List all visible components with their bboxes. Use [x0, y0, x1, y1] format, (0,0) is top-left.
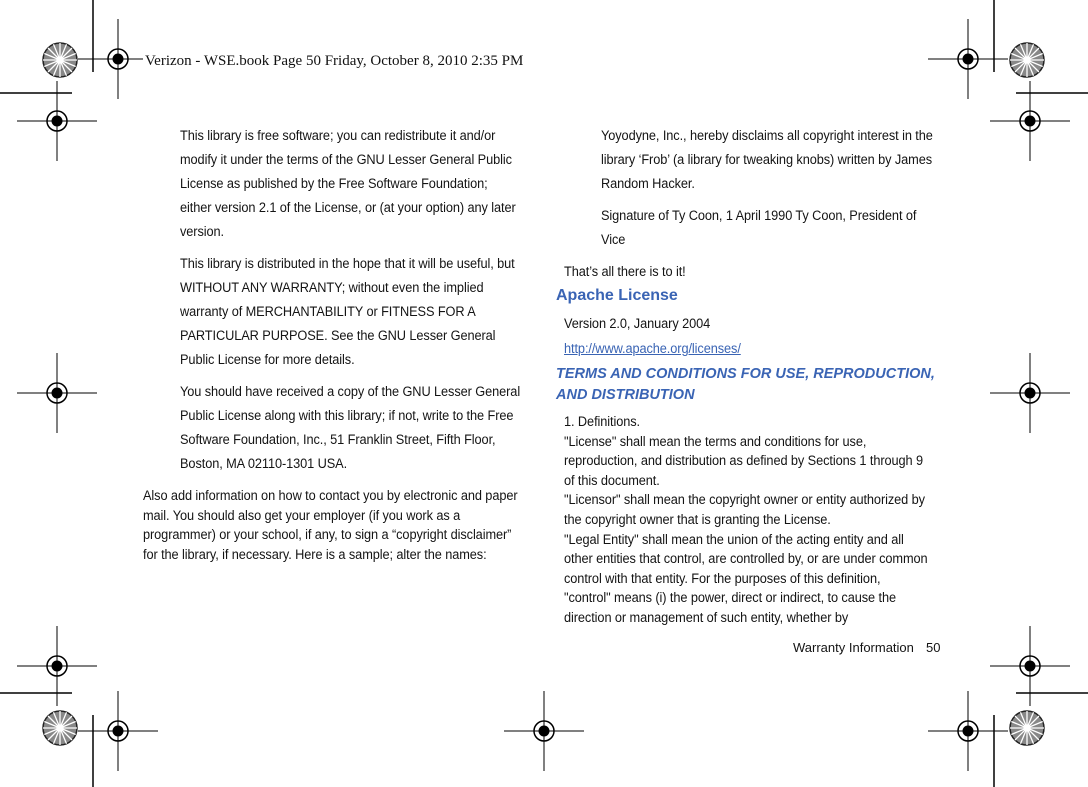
apache-license-heading: Apache License: [556, 287, 678, 304]
definition-licensor: "Licensor" shall mean the copyright owner or entity authorized by the copyright owner that is granting the License.: [564, 492, 925, 528]
sample-disclaimer-paragraph: Yoyodyne, Inc., hereby disclaims all copyright interest in the library ‘Frob’ (a library for tweaking knobs) written by James Random Hacker.: [601, 128, 933, 192]
starburst-mark-bottom-left: [43, 711, 77, 745]
terms-heading: TERMS AND CONDITIONS FOR USE, REPRODUCTION, AND DISTRIBUTION: [556, 366, 935, 403]
starburst-mark-top-left: [43, 43, 77, 77]
footer-section: Warranty Information: [793, 640, 914, 655]
left-paragraph-block: [143, 487, 561, 565]
right-indented-block: [601, 124, 973, 260]
license-paragraph-2: This library is distributed in the hope that it will be useful, but WITHOUT ANY WARRANTY; without even the implied warranty of MERCHANTABILITY or FITNESS FOR A PARTICULAR PURPOSE. See the GNU Lesser General Public License for more details.: [180, 256, 515, 368]
starburst-mark-top-right: [1010, 43, 1044, 77]
definition-legal-entity: "Legal Entity" shall mean the union of the acting entity and all other entities that control, are controlled by, or are under common control with that entity. For the purposes of this definition, "control" means (i) the power, direct or indirect, to cause the direction or management of such entity, whether by: [564, 531, 928, 626]
license-paragraph-3: You should have received a copy of the GNU Lesser General Public License along with this library; if not, write to the Free Software Foundation, Inc., 51 Franklin Street, Fifth Floor, Boston, MA 02110-1301 USA.: [180, 384, 521, 472]
apache-license-link[interactable]: http://www.apache.org/licenses/: [564, 341, 741, 357]
starburst-mark-bottom-right: [1010, 711, 1044, 745]
definition-license: "License" shall mean the terms and conditions for use, reproduction, and distribution as defined by Sections 1 through 9 of this document.: [564, 433, 924, 489]
page-number: 50: [926, 640, 941, 655]
closing-line: That’s all there is to it!: [564, 264, 686, 280]
definitions-title: 1. Definitions.: [564, 414, 641, 430]
left-indented-block: [180, 124, 560, 484]
contact-info-paragraph: Also add information on how to contact you by electronic and paper mail. You should also get your employer (if you work as a programmer) or your school, if any, to sign a “copyright disclaimer” for the library, if necessary. Here is a sample; alter the names:: [143, 488, 518, 563]
definitions-block: [564, 413, 970, 629]
license-version: Version 2.0, January 2004: [564, 316, 711, 332]
signature-paragraph: Signature of Ty Coon, 1 April 1990 Ty Coon, President of Vice: [601, 208, 917, 248]
license-paragraph-1: This library is free software; you can redistribute it and/or modify it under the terms of the GNU Lesser General Public License as published by the Free Software Foundation; either version 2.1 of the License, or (at your option) any later version.: [180, 128, 516, 240]
print-header: Verizon - WSE.book Page 50 Friday, October 8, 2010 2:35 PM: [145, 53, 524, 69]
